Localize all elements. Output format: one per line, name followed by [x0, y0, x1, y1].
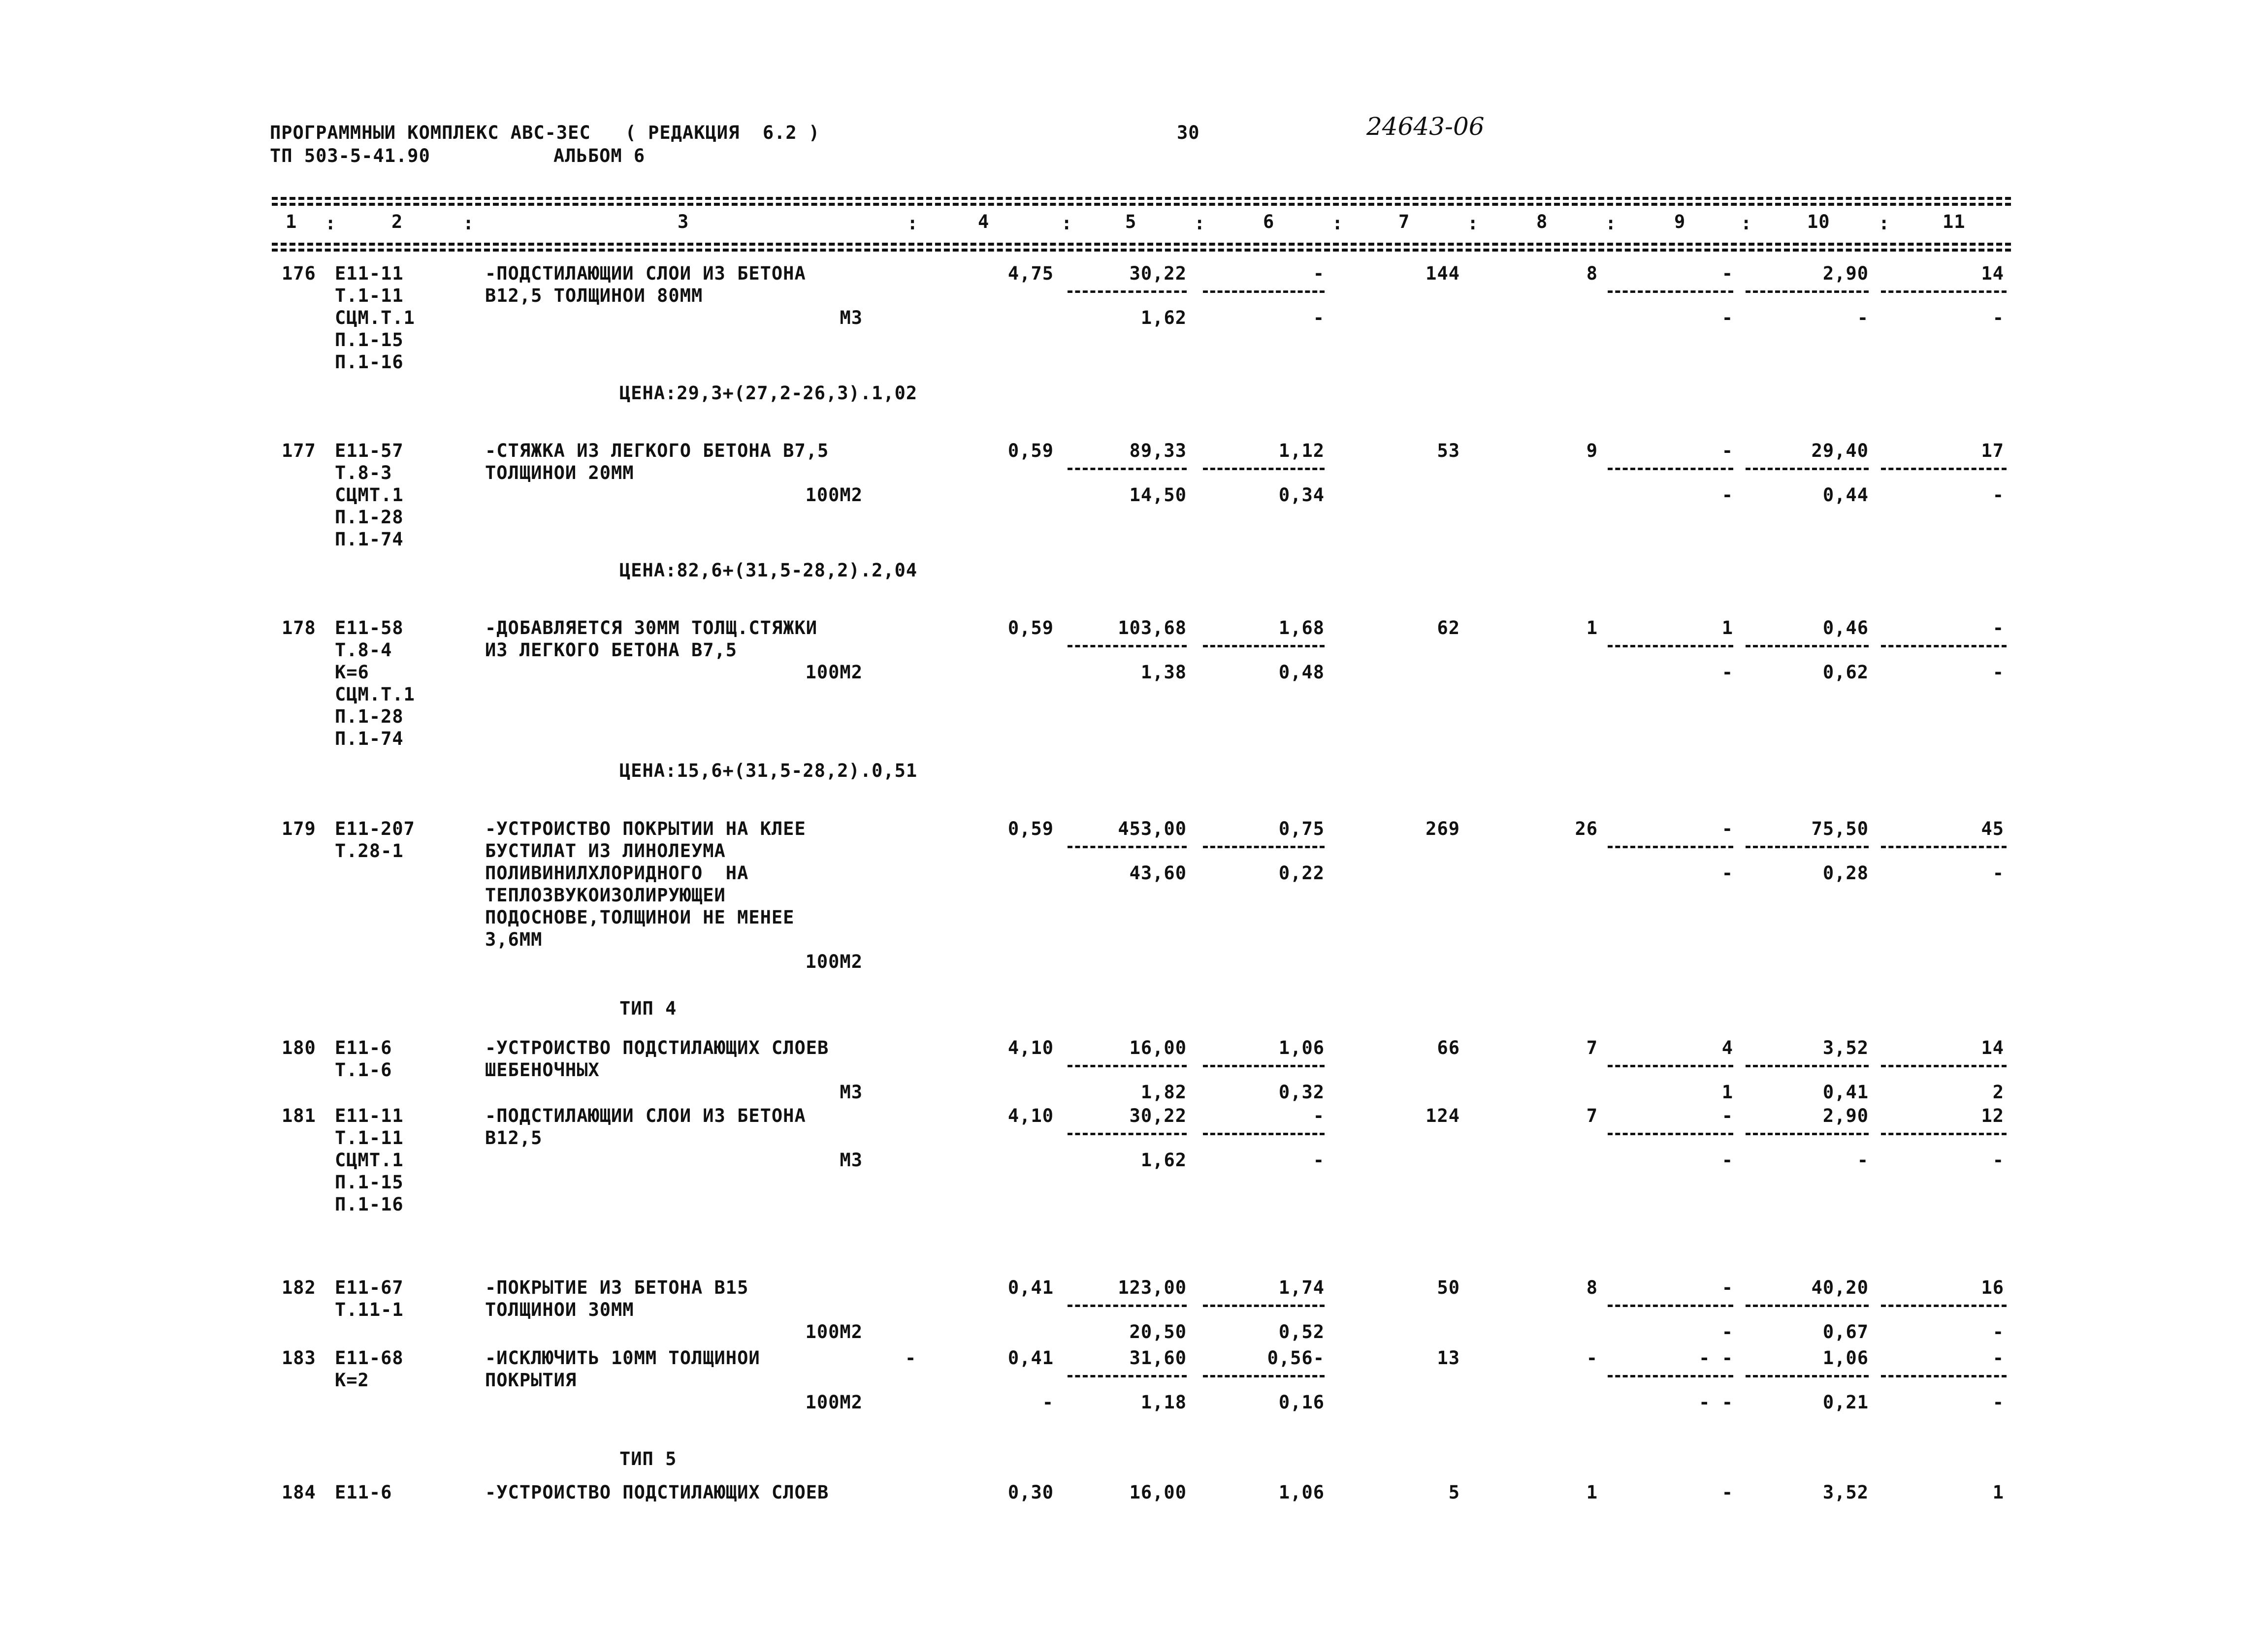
- column-9-value-top: -: [1721, 1277, 1733, 1298]
- column-10-value-bottom: -: [1857, 1149, 1869, 1171]
- norm-code: СЦМТ.1: [335, 1149, 404, 1171]
- work-description-line: ТОЛЩИНОИ 20ММ: [485, 462, 634, 483]
- norm-code: Т.8-3: [335, 462, 392, 483]
- column-9-value-top: 1: [1721, 617, 1733, 638]
- norm-code: СЦМТ.1: [335, 484, 404, 506]
- column-9-value-underline: [1608, 1375, 1733, 1377]
- norm-code: П.1-16: [335, 351, 404, 373]
- column-11-value-bottom: -: [1992, 1149, 2004, 1171]
- column-9-value-top: -: [1721, 440, 1733, 461]
- column-11-value-bottom: -: [1992, 1392, 2004, 1413]
- column-10-value-underline: [1746, 1305, 1869, 1307]
- column-9-value-underline: [1608, 290, 1733, 293]
- price-formula: ЦЕНА:82,6+(31,5-28,2).2,04: [619, 560, 918, 581]
- column-4-quantity: 4,10: [1007, 1037, 1054, 1058]
- column-header-11: 11: [1943, 211, 1966, 232]
- column-11-value-top: 14: [1981, 263, 2004, 284]
- column-5-value-underline: [1068, 1133, 1187, 1135]
- work-description-line: -ПОКРЫТИЕ ИЗ БЕТОНА В15: [485, 1277, 749, 1298]
- column-11-value-top: 12: [1981, 1105, 2004, 1126]
- column-10-value-top: 3,52: [1822, 1482, 1869, 1503]
- column-8-value: -: [1586, 1347, 1598, 1369]
- column-11-value-top: 14: [1981, 1037, 2004, 1058]
- column-11-value-top: 16: [1981, 1277, 2004, 1298]
- unit-of-measure: 100М2: [805, 484, 863, 506]
- column-6-value-top: 1,06: [1278, 1037, 1325, 1058]
- column-4-quantity: 4,10: [1007, 1105, 1054, 1126]
- norm-code: П.1-16: [335, 1194, 404, 1215]
- column-header-1: 1: [286, 211, 297, 232]
- column-9-value-top: -: [1721, 818, 1733, 839]
- column-11-value-bottom: -: [1992, 307, 2004, 328]
- work-description-line: -ПОДСТИЛАЮЩИИ СЛОИ ИЗ БЕТОНА: [485, 1105, 806, 1126]
- unit-of-measure: 100М2: [805, 951, 863, 972]
- column-10-value-top: 3,52: [1822, 1037, 1869, 1058]
- column-5-value-bottom: 43,60: [1129, 862, 1187, 884]
- column-5-value-bottom: 14,50: [1129, 484, 1187, 506]
- row-number: 179: [282, 818, 316, 839]
- row-number: 180: [282, 1037, 316, 1058]
- column-5-value-underline: [1068, 468, 1187, 470]
- column-11-value-underline: [1881, 645, 2007, 647]
- column-6-value-bottom: 0,32: [1278, 1082, 1325, 1103]
- norm-code: СЦМ.Т.1: [335, 684, 415, 705]
- work-description-line: -УСТРОИСТВО ПОКРЫТИИ НА КЛЕЕ: [485, 818, 806, 839]
- norm-code: Е11-207: [335, 818, 415, 839]
- norm-code: Т.1-11: [335, 285, 404, 306]
- price-formula: ЦЕНА:29,3+(27,2-26,3).1,02: [619, 383, 918, 404]
- column-header-5: 5: [1125, 211, 1137, 232]
- column-5-value-underline: [1068, 1305, 1187, 1307]
- column-6-value-top: 0,56-: [1267, 1347, 1325, 1369]
- column-7-value: 13: [1437, 1347, 1460, 1369]
- column-6-value-bottom: 0,16: [1278, 1392, 1325, 1413]
- column-10-value-bottom: 0,67: [1822, 1321, 1869, 1342]
- column-4-quantity: 0,30: [1007, 1482, 1054, 1503]
- header-document-code: ТП 503-5-41.90: [270, 145, 430, 166]
- column-10-value-underline: [1746, 645, 1869, 647]
- norm-code: Т.1-11: [335, 1127, 404, 1149]
- column-11-value-underline: [1881, 1375, 2007, 1377]
- norm-code: Е11-58: [335, 617, 404, 638]
- column-10-value-underline: [1746, 1133, 1869, 1135]
- column-6-value-bottom: 0,52: [1278, 1321, 1325, 1342]
- column-9-value-top: - -: [1699, 1347, 1733, 1369]
- column-7-value: 66: [1437, 1037, 1460, 1058]
- column-11-value-underline: [1881, 290, 2007, 293]
- header-program-title: ПРОГРАММНЫИ КОМПЛЕКС АВС-ЗЕС ( РЕДАКЦИЯ 6.2 ): [270, 122, 820, 143]
- row-number: 181: [282, 1105, 316, 1126]
- row-number: 178: [282, 617, 316, 638]
- column-6-value-underline: [1203, 1305, 1325, 1307]
- column-10-value-top: 29,40: [1811, 440, 1869, 461]
- column-5-value-top: 103,68: [1118, 617, 1187, 638]
- column-6-value-top: -: [1313, 263, 1325, 284]
- unit-of-measure: 100М2: [805, 1321, 863, 1342]
- column-header-7: 7: [1398, 211, 1410, 232]
- column-9-value-underline: [1608, 846, 1733, 848]
- norm-code: К=6: [335, 662, 369, 683]
- column-8-value: 7: [1586, 1037, 1598, 1058]
- column-10-value-underline: [1746, 290, 1869, 293]
- column-6-value-underline: [1203, 1065, 1325, 1067]
- column-7-value: 124: [1426, 1105, 1460, 1126]
- column-header-8: 8: [1536, 211, 1548, 232]
- column-11-value-top: 45: [1981, 818, 2004, 839]
- column-10-value-bottom: 0,44: [1822, 484, 1869, 506]
- norm-code: П.1-74: [335, 529, 404, 550]
- work-description-line: БУСТИЛАТ ИЗ ЛИНОЛЕУМА: [485, 840, 726, 862]
- column-10-value-top: 1,06: [1822, 1347, 1869, 1369]
- column-7-value: 269: [1426, 818, 1460, 839]
- column-6-value-underline: [1203, 290, 1325, 293]
- column-10-value-top: 0,46: [1822, 617, 1869, 638]
- column-5-value-top: 31,60: [1129, 1347, 1187, 1369]
- row-number: 183: [282, 1347, 316, 1369]
- unit-of-measure: 100М2: [805, 1392, 863, 1413]
- column-separator: :: [463, 213, 474, 234]
- column-5-value-top: 30,22: [1129, 1105, 1187, 1126]
- column-10-value-bottom: 0,41: [1822, 1082, 1869, 1103]
- column-11-value-top: -: [1992, 1347, 2004, 1369]
- column-10-value-bottom: 0,21: [1822, 1392, 1869, 1413]
- column-5-value-bottom: 1,38: [1140, 662, 1187, 683]
- column-7-value: 53: [1437, 440, 1460, 461]
- norm-code: Е11-11: [335, 1105, 404, 1126]
- work-description-line: В12,5 ТОЛЩИНОИ 80ММ: [485, 285, 703, 306]
- column-9-value-underline: [1608, 468, 1733, 470]
- column-8-value: 7: [1586, 1105, 1598, 1126]
- column-11-value-top: -: [1992, 617, 2004, 638]
- column-6-value-top: 1,68: [1278, 617, 1325, 638]
- column-5-value-bottom: 1,62: [1140, 1149, 1187, 1171]
- work-description-line: -СТЯЖКА ИЗ ЛЕГКОГО БЕТОНА В7,5: [485, 440, 829, 461]
- column-9-value-top: -: [1721, 263, 1733, 284]
- column-9-value-top: 4: [1721, 1037, 1733, 1058]
- page-number: 30: [1177, 122, 1200, 143]
- column-11-value-bottom: -: [1992, 862, 2004, 884]
- column-separator: :: [1061, 213, 1072, 234]
- column-separator: :: [1467, 213, 1479, 234]
- norm-code: СЦМ.Т.1: [335, 307, 415, 328]
- column-9-value-top: -: [1721, 1482, 1733, 1503]
- column-11-value-underline: [1881, 1305, 2007, 1307]
- column-header-9: 9: [1674, 211, 1686, 232]
- norm-code: Т.1-6: [335, 1059, 392, 1081]
- column-8-value: 8: [1586, 263, 1598, 284]
- column-9-value-bottom: - -: [1699, 1392, 1733, 1413]
- column-6-value-bottom: 0,34: [1278, 484, 1325, 506]
- column-9-value-bottom: -: [1721, 307, 1733, 328]
- table-top-rule: [272, 197, 2011, 200]
- norm-code: Е11-6: [335, 1037, 392, 1058]
- column-6-value-underline: [1203, 1133, 1325, 1135]
- column-5-value-underline: [1068, 1065, 1187, 1067]
- column-8-value: 1: [1586, 617, 1598, 638]
- column-header-2: 2: [391, 211, 403, 232]
- column-5-value-underline: [1068, 290, 1187, 293]
- column-8-value: 1: [1586, 1482, 1598, 1503]
- work-description-line: ПОЛИВИНИЛХЛОРИДНОГО НА: [485, 862, 749, 884]
- column-5-value-top: 123,00: [1118, 1277, 1187, 1298]
- column-6-value-underline: [1203, 1375, 1325, 1377]
- column-10-value-top: 75,50: [1811, 818, 1869, 839]
- column-10-value-underline: [1746, 846, 1869, 848]
- column-11-value-underline: [1881, 468, 2007, 470]
- column-separator: :: [1332, 213, 1343, 234]
- column-11-value-bottom: -: [1992, 662, 2004, 683]
- work-description-line: ТОЛЩИНОИ 30ММ: [485, 1299, 634, 1320]
- column-5-value-underline: [1068, 846, 1187, 848]
- column-header-6: 6: [1263, 211, 1275, 232]
- work-description-line: -УСТРОИСТВО ПОДСТИЛАЮЩИХ СЛОЕВ: [485, 1482, 829, 1503]
- row-number: 182: [282, 1277, 316, 1298]
- column-7-value: 5: [1448, 1482, 1460, 1503]
- column-9-value-underline: [1608, 1065, 1733, 1067]
- column-separator: :: [907, 213, 918, 234]
- column-11-value-bottom: -: [1992, 1321, 2004, 1342]
- norm-code: П.1-28: [335, 507, 404, 528]
- column-5-value-top: 30,22: [1129, 263, 1187, 284]
- norm-code: П.1-15: [335, 1172, 404, 1193]
- column-5-value-underline: [1068, 1375, 1187, 1377]
- column-7-value: 62: [1437, 617, 1460, 638]
- column-10-value-top: 40,20: [1811, 1277, 1869, 1298]
- column-11-value-underline: [1881, 1065, 2007, 1067]
- column-9-value-bottom: 1: [1721, 1082, 1733, 1103]
- norm-code: Е11-11: [335, 263, 404, 284]
- column-6-value-top: 1,74: [1278, 1277, 1325, 1298]
- column-8-value: 26: [1575, 818, 1598, 839]
- column-4-second-value: -: [1042, 1392, 1054, 1413]
- column-11-value-top: 17: [1981, 440, 2004, 461]
- work-description-line: В12,5: [485, 1127, 543, 1149]
- column-6-value-bottom: 0,22: [1278, 862, 1325, 884]
- column-6-value-bottom: -: [1313, 1149, 1325, 1171]
- unit-of-measure: М3: [840, 307, 863, 328]
- norm-code: Е11-57: [335, 440, 404, 461]
- column-11-value-top: 1: [1992, 1482, 2004, 1503]
- price-formula: ЦЕНА:15,6+(31,5-28,2).0,51: [619, 760, 918, 781]
- column-4-quantity: 4,75: [1007, 263, 1054, 284]
- column-4-quantity: 0,41: [1007, 1347, 1054, 1369]
- column-11-value-underline: [1881, 846, 2007, 848]
- norm-code: П.1-15: [335, 329, 404, 351]
- column-7-value: 50: [1437, 1277, 1460, 1298]
- table-top-rule-2: [272, 203, 2011, 206]
- description-dash-mark: -: [905, 1347, 917, 1369]
- type-section-label: ТИП 4: [619, 998, 677, 1019]
- column-9-value-bottom: -: [1721, 862, 1733, 884]
- column-5-value-top: 16,00: [1129, 1482, 1187, 1503]
- work-description-line: -ДОБАВЛЯЕТСЯ 30ММ ТОЛЩ.СТЯЖКИ: [485, 617, 818, 638]
- column-6-value-underline: [1203, 468, 1325, 470]
- column-5-value-top: 16,00: [1129, 1037, 1187, 1058]
- work-description-line: ПОКРЫТИЯ: [485, 1370, 577, 1391]
- column-5-value-bottom: 20,50: [1129, 1321, 1187, 1342]
- column-10-value-bottom: 0,28: [1822, 862, 1869, 884]
- header-bottom-rule: [272, 243, 2011, 246]
- column-11-value-bottom: 2: [1992, 1082, 2004, 1103]
- norm-code: Т.11-1: [335, 1299, 404, 1320]
- column-separator: :: [1194, 213, 1205, 234]
- column-10-value-underline: [1746, 1375, 1869, 1377]
- column-6-value-underline: [1203, 846, 1325, 848]
- unit-of-measure: М3: [840, 1149, 863, 1171]
- norm-code: К=2: [335, 1370, 369, 1391]
- column-6-value-top: -: [1313, 1105, 1325, 1126]
- unit-of-measure: 100М2: [805, 662, 863, 683]
- column-10-value-bottom: 0,62: [1822, 662, 1869, 683]
- column-10-value-underline: [1746, 468, 1869, 470]
- norm-code: Т.8-4: [335, 639, 392, 661]
- norm-code: Е11-6: [335, 1482, 392, 1503]
- column-separator: :: [1879, 213, 1890, 234]
- norm-code: Е11-68: [335, 1347, 404, 1369]
- column-6-value-top: 1,12: [1278, 440, 1325, 461]
- column-5-value-bottom: 1,18: [1140, 1392, 1187, 1413]
- row-number: 176: [282, 263, 316, 284]
- column-5-value-underline: [1068, 645, 1187, 647]
- column-9-value-top: -: [1721, 1105, 1733, 1126]
- column-4-quantity: 0,41: [1007, 1277, 1054, 1298]
- work-description-line: 3,6ММ: [485, 929, 543, 950]
- work-description-line: ИЗ ЛЕГКОГО БЕТОНА В7,5: [485, 639, 738, 661]
- column-header-10: 10: [1807, 211, 1830, 232]
- column-11-value-bottom: -: [1992, 484, 2004, 506]
- row-number: 177: [282, 440, 316, 461]
- work-description-line: ШЕБЕНОЧНЫХ: [485, 1059, 600, 1081]
- column-5-value-top: 89,33: [1129, 440, 1187, 461]
- column-4-quantity: 0,59: [1007, 440, 1054, 461]
- column-9-value-bottom: -: [1721, 484, 1733, 506]
- column-5-value-bottom: 1,62: [1140, 307, 1187, 328]
- work-description-line: ПОДОСНОВЕ,ТОЛЩИНОИ НЕ МЕНЕЕ: [485, 907, 795, 928]
- column-6-value-top: 1,06: [1278, 1482, 1325, 1503]
- row-number: 184: [282, 1482, 316, 1503]
- header-bottom-rule-2: [272, 249, 2011, 252]
- column-6-value-bottom: -: [1313, 307, 1325, 328]
- column-separator: :: [1741, 213, 1752, 234]
- type-section-label: ТИП 5: [619, 1448, 677, 1469]
- column-8-value: 9: [1586, 440, 1598, 461]
- column-5-value-bottom: 1,82: [1140, 1082, 1187, 1103]
- column-9-value-underline: [1608, 1305, 1733, 1307]
- handwritten-document-number: 24643-06: [1366, 112, 1485, 141]
- column-8-value: 8: [1586, 1277, 1598, 1298]
- column-10-value-underline: [1746, 1065, 1869, 1067]
- norm-code: П.1-28: [335, 706, 404, 727]
- work-description-line: -ИСКЛЮЧИТЬ 10ММ ТОЛЩИНОИ: [485, 1347, 760, 1369]
- norm-code: Е11-67: [335, 1277, 404, 1298]
- column-4-quantity: 0,59: [1007, 818, 1054, 839]
- column-6-value-top: 0,75: [1278, 818, 1325, 839]
- column-9-value-bottom: -: [1721, 1149, 1733, 1171]
- norm-code: П.1-74: [335, 728, 404, 749]
- header-album: АЛЬБОМ 6: [553, 145, 646, 166]
- column-separator: :: [1605, 213, 1617, 234]
- column-6-value-bottom: 0,48: [1278, 662, 1325, 683]
- column-separator: :: [325, 213, 336, 234]
- work-description-line: -ПОДСТИЛАЮЩИИ СЛОИ ИЗ БЕТОНА: [485, 263, 806, 284]
- column-10-value-top: 2,90: [1822, 1105, 1869, 1126]
- column-9-value-underline: [1608, 645, 1733, 647]
- column-header-3: 3: [678, 211, 689, 232]
- column-10-value-bottom: -: [1857, 307, 1869, 328]
- column-9-value-bottom: -: [1721, 662, 1733, 683]
- column-11-value-underline: [1881, 1133, 2007, 1135]
- column-header-4: 4: [978, 211, 990, 232]
- column-6-value-underline: [1203, 645, 1325, 647]
- norm-code: Т.28-1: [335, 840, 404, 862]
- column-10-value-top: 2,90: [1822, 263, 1869, 284]
- column-9-value-bottom: -: [1721, 1321, 1733, 1342]
- column-7-value: 144: [1426, 263, 1460, 284]
- column-9-value-underline: [1608, 1133, 1733, 1135]
- column-5-value-top: 453,00: [1118, 818, 1187, 839]
- column-4-quantity: 0,59: [1007, 617, 1054, 638]
- unit-of-measure: М3: [840, 1082, 863, 1103]
- work-description-line: ТЕПЛОЗВУКОИЗОЛИРУЮЩЕИ: [485, 885, 726, 906]
- work-description-line: -УСТРОИСТВО ПОДСТИЛАЮЩИХ СЛОЕВ: [485, 1037, 829, 1058]
